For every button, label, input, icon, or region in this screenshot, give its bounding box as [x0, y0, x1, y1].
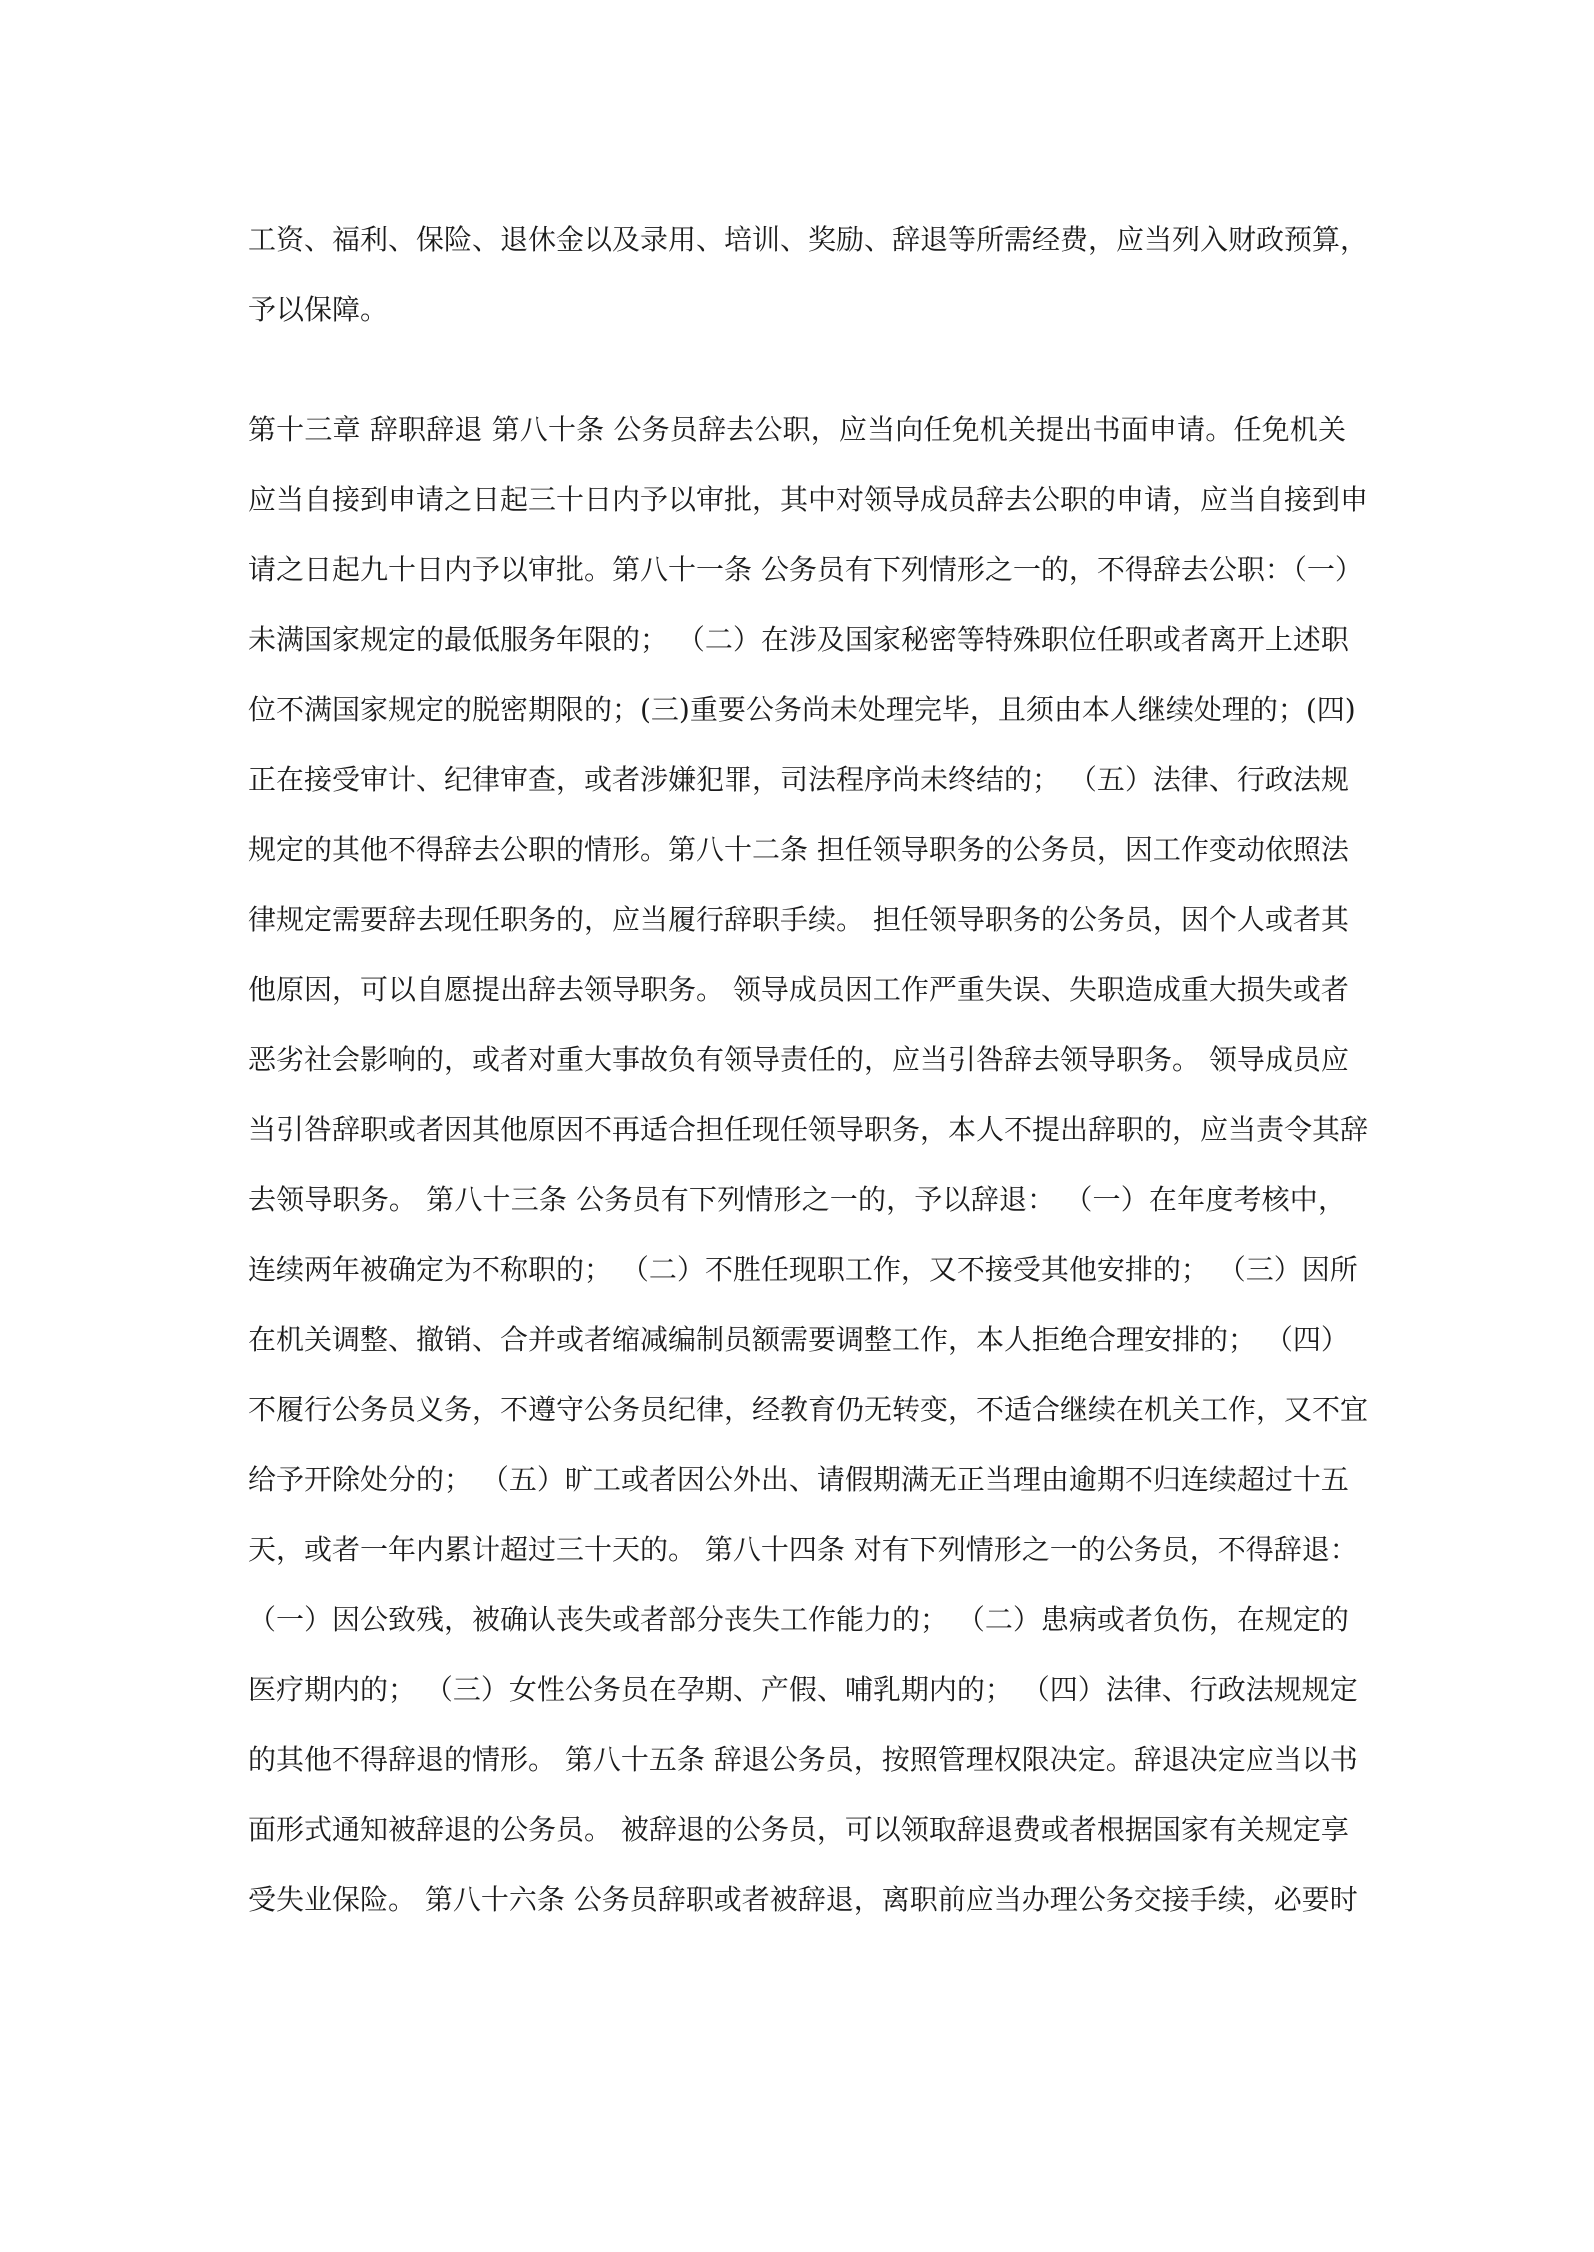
text-line: 未满国家规定的最低服务年限的； （二）在涉及国家秘密等特殊职位任职或者离开上述职: [248, 623, 1349, 656]
text-line: 天，或者一年内累计超过三十天的。 第八十四条 对有下列情形之一的公务员，不得辞退：: [248, 1533, 1358, 1566]
text-line: 请之日起九十日内予以审批。第八十一条 公务员有下列情形之一的，不得辞去公职：（一）: [248, 553, 1363, 586]
text-line: 连续两年被确定为不称职的； （二）不胜任现职工作，又不接受其他安排的； （三）因所: [248, 1253, 1358, 1286]
text-line: 去领导职务。 第八十三条 公务员有下列情形之一的，予以辞退： （一）在年度考核中，: [248, 1183, 1346, 1216]
text-line: 恶劣社会影响的，或者对重大事故负有领导责任的，应当引咎辞去领导职务。 领导成员应: [248, 1043, 1349, 1076]
text-line: 第十三章 辞职辞退 第八十条 公务员辞去公职，应当向任免机关提出书面申请。任免机关: [248, 413, 1346, 446]
text-line: 工资、福利、保险、退休金以及录用、培训、奖励、辞退等所需经费，应当列入财政预算，: [248, 223, 1369, 256]
text-line: 当引咎辞职或者因其他原因不再适合担任现任领导职务，本人不提出辞职的，应当责令其辞: [248, 1113, 1369, 1146]
text-line: 正在接受审计、纪律审查，或者涉嫌犯罪，司法程序尚未终结的； （五）法律、行政法规: [248, 763, 1349, 796]
text-line: 的其他不得辞退的情形。 第八十五条 辞退公务员，按照管理权限决定。辞退决定应当以书: [248, 1743, 1358, 1776]
text-line: 给予开除处分的； （五）旷工或者因公外出、请假期满无正当理由逾期不归连续超过十五: [248, 1463, 1349, 1496]
text-line: 位不满国家规定的脱密期限的；(三)重要公务尚未处理完毕，且须由本人继续处理的；(四): [248, 693, 1356, 726]
text-line: 律规定需要辞去现任职务的，应当履行辞职手续。 担任领导职务的公务员，因个人或者其: [248, 903, 1349, 936]
text-line: 不履行公务员义务，不遵守公务员纪律，经教育仍无转变，不适合继续在机关工作，又不宜: [248, 1393, 1369, 1426]
text-line: （一）因公致残，被确认丧失或者部分丧失工作能力的； （二）患病或者负伤，在规定的: [248, 1603, 1349, 1636]
text-line: 予以保障。: [248, 293, 389, 326]
text-line: 他原因，可以自愿提出辞去领导职务。 领导成员因工作严重失误、失职造成重大损失或者: [248, 973, 1349, 1006]
text-line: 应当自接到申请之日起三十日内予以审批，其中对领导成员辞去公职的申请，应当自接到申: [248, 483, 1369, 516]
paragraph-chapter-13: [248, 395, 1369, 1935]
text-line: 规定的其他不得辞去公职的情形。第八十二条 担任领导职务的公务员，因工作变动依照法: [248, 833, 1349, 866]
text-line: 受失业保险。 第八十六条 公务员辞职或者被辞退，离职前应当办理公务交接手续，必要时: [248, 1883, 1358, 1916]
paragraph-funding: [248, 205, 1369, 345]
text-line: 在机关调整、撤销、合并或者缩减编制员额需要调整工作，本人拒绝合理安排的； （四）: [248, 1323, 1349, 1356]
text-line: 面形式通知被辞退的公务员。 被辞退的公务员，可以领取辞退费或者根据国家有关规定享: [248, 1813, 1349, 1846]
text-line: 医疗期内的； （三）女性公务员在孕期、产假、哺乳期内的； （四）法律、行政法规规定: [248, 1673, 1358, 1706]
